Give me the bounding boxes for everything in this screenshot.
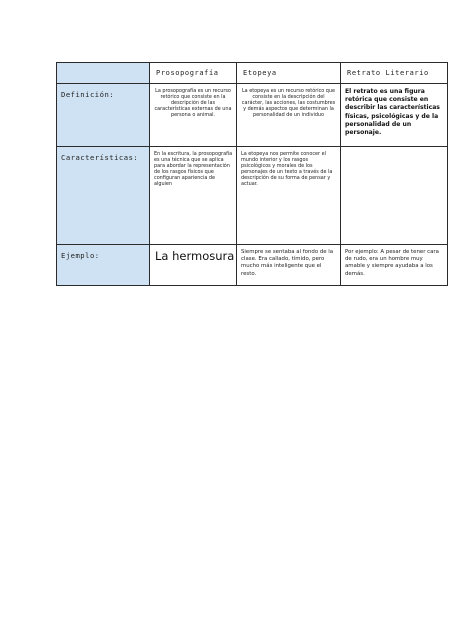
cell-ejemplo-prosopografia: La hermosura [150,245,237,286]
header-corner-cell [57,63,150,84]
cell-ejemplo-etopeya: Siempre se sentaba al fondo de la clase. Era callado, tímido, pero mucho más inteligente que el resto. [237,245,341,286]
row-label-ejemplo: Ejemplo: [57,245,150,286]
header-prosopografia: Prosopografía [150,63,237,84]
row-label-caracteristicas: Características: [57,147,150,245]
cell-definicion-etopeya: La etopeya es un recurso retórico que consiste en la descripción del carácter, las acciones, las costumbres y demás aspectos que determinan la personalidad de un individuo [237,84,341,147]
cell-caracteristicas-etopeya: La etopeya nos permite conocer el mundo interior y los rasgos psicológicos y morales de los personajes de un texto a través de la descripción de su forma de pensar y actuar. [237,147,341,245]
cell-definicion-retrato: El retrato es una figura retórica que consiste en describir las características físicas, psicológicas y de la personalidad de un personaje. [341,84,448,147]
table-header-row [57,63,448,84]
cell-ejemplo-retrato: Por ejemplo: A pesar de tener cara de rudo, era un hombre muy amable y siempre ayudaba a los demás. [341,245,448,286]
cell-caracteristicas-prosopografia: En la escritura, la prosopografía es una técnica que se aplica para abordar la representación de los rasgos físicos que configuran apariencia de alguien [150,147,237,245]
cell-caracteristicas-retrato [341,147,448,245]
row-label-definicion: Definición: [57,84,150,147]
table-row-definicion [57,84,448,147]
header-retrato-literario: Retrato Literario [341,63,448,84]
table-row-ejemplo [57,245,448,286]
header-etopeya: Etopeya [237,63,341,84]
table-row-caracteristicas [57,147,448,245]
cell-definicion-prosopografia: La prosopografía es un recurso retórico que consiste en la descripción de las características externas de una persona o animal. [150,84,237,147]
comparison-table [56,62,448,286]
